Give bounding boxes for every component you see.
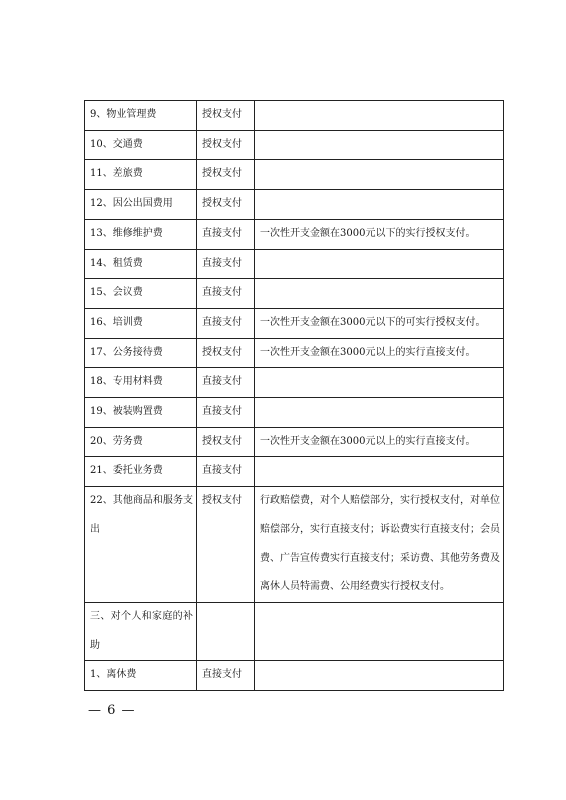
table-row (85, 661, 504, 691)
remark-cell (255, 398, 504, 428)
payment-method-cell: 授权支付 (197, 338, 255, 368)
remark-cell (255, 101, 504, 131)
remark-cell: 一次性开支金额在3000元以下的实行授权支付。 (255, 219, 504, 249)
table-row (85, 279, 504, 309)
remark-cell: 一次性开支金额在3000元以上的实行直接支付。 (255, 427, 504, 457)
payment-method-cell: 直接支付 (197, 308, 255, 338)
remark-cell (255, 457, 504, 487)
payment-method-cell: 授权支付 (197, 427, 255, 457)
remark-cell (255, 130, 504, 160)
page-number: — 6 — (88, 703, 136, 718)
table-row (85, 249, 504, 279)
payment-method-cell: 直接支付 (197, 249, 255, 279)
expense-item-cell: 15、会议费 (85, 279, 197, 309)
expense-item-cell: 10、交通费 (85, 130, 197, 160)
remark-cell (255, 661, 504, 691)
table-row (85, 487, 504, 603)
remark-cell (255, 368, 504, 398)
remark-cell: 一次性开支金额在3000元以上的实行直接支付。 (255, 338, 504, 368)
payment-method-cell: 授权支付 (197, 160, 255, 190)
remark-cell (255, 160, 504, 190)
payment-method-cell: 直接支付 (197, 457, 255, 487)
table-row (85, 368, 504, 398)
remark-cell (255, 190, 504, 220)
table-row (85, 160, 504, 190)
expense-item-cell: 16、培训费 (85, 308, 197, 338)
payment-method-cell: 授权支付 (197, 101, 255, 131)
expense-item-cell: 19、被装购置费 (85, 398, 197, 428)
expense-item-cell: 18、专用材料费 (85, 368, 197, 398)
table-row (85, 308, 504, 338)
payment-method-cell (197, 602, 255, 660)
payment-method-cell: 直接支付 (197, 661, 255, 691)
payment-method-cell: 直接支付 (197, 368, 255, 398)
expense-item-cell: 11、差旅费 (85, 160, 197, 190)
expense-item-cell: 9、物业管理费 (85, 101, 197, 131)
payment-method-table (84, 100, 504, 691)
payment-method-cell: 授权支付 (197, 190, 255, 220)
expense-item-cell: 22、其他商品和服务支出 (85, 487, 197, 603)
remark-cell: 一次性开支金额在3000元以下的可实行授权支付。 (255, 308, 504, 338)
table-row (85, 602, 504, 660)
expense-item-cell: 17、公务接待费 (85, 338, 197, 368)
remark-cell: 行政赔偿费，对个人赔偿部分，实行授权支付，对单位赔偿部分，实行直接支付；诉讼费实行直接支付；会员费、广告宣传费实行直接支付；采访费、其他劳务费及离休人员特需费、公用经费实行授权支付。 (255, 487, 504, 603)
payment-method-cell: 直接支付 (197, 219, 255, 249)
payment-method-cell: 授权支付 (197, 130, 255, 160)
table-row (85, 427, 504, 457)
expense-item-cell: 14、租赁费 (85, 249, 197, 279)
payment-method-cell: 授权支付 (197, 487, 255, 603)
table-row (85, 219, 504, 249)
remark-cell (255, 602, 504, 660)
table-row (85, 190, 504, 220)
table-row (85, 457, 504, 487)
expense-category-cell: 三、对个人和家庭的补助 (85, 602, 197, 660)
expense-item-cell: 13、维修维护费 (85, 219, 197, 249)
expense-item-cell: 1、离休费 (85, 661, 197, 691)
payment-method-cell: 直接支付 (197, 398, 255, 428)
expense-item-cell: 21、委托业务费 (85, 457, 197, 487)
table-row (85, 398, 504, 428)
expense-item-cell: 12、因公出国费用 (85, 190, 197, 220)
table-row (85, 338, 504, 368)
remark-cell (255, 249, 504, 279)
payment-method-cell: 直接支付 (197, 279, 255, 309)
expense-item-cell: 20、劳务费 (85, 427, 197, 457)
remark-cell (255, 279, 504, 309)
table-row (85, 130, 504, 160)
table-row (85, 101, 504, 131)
